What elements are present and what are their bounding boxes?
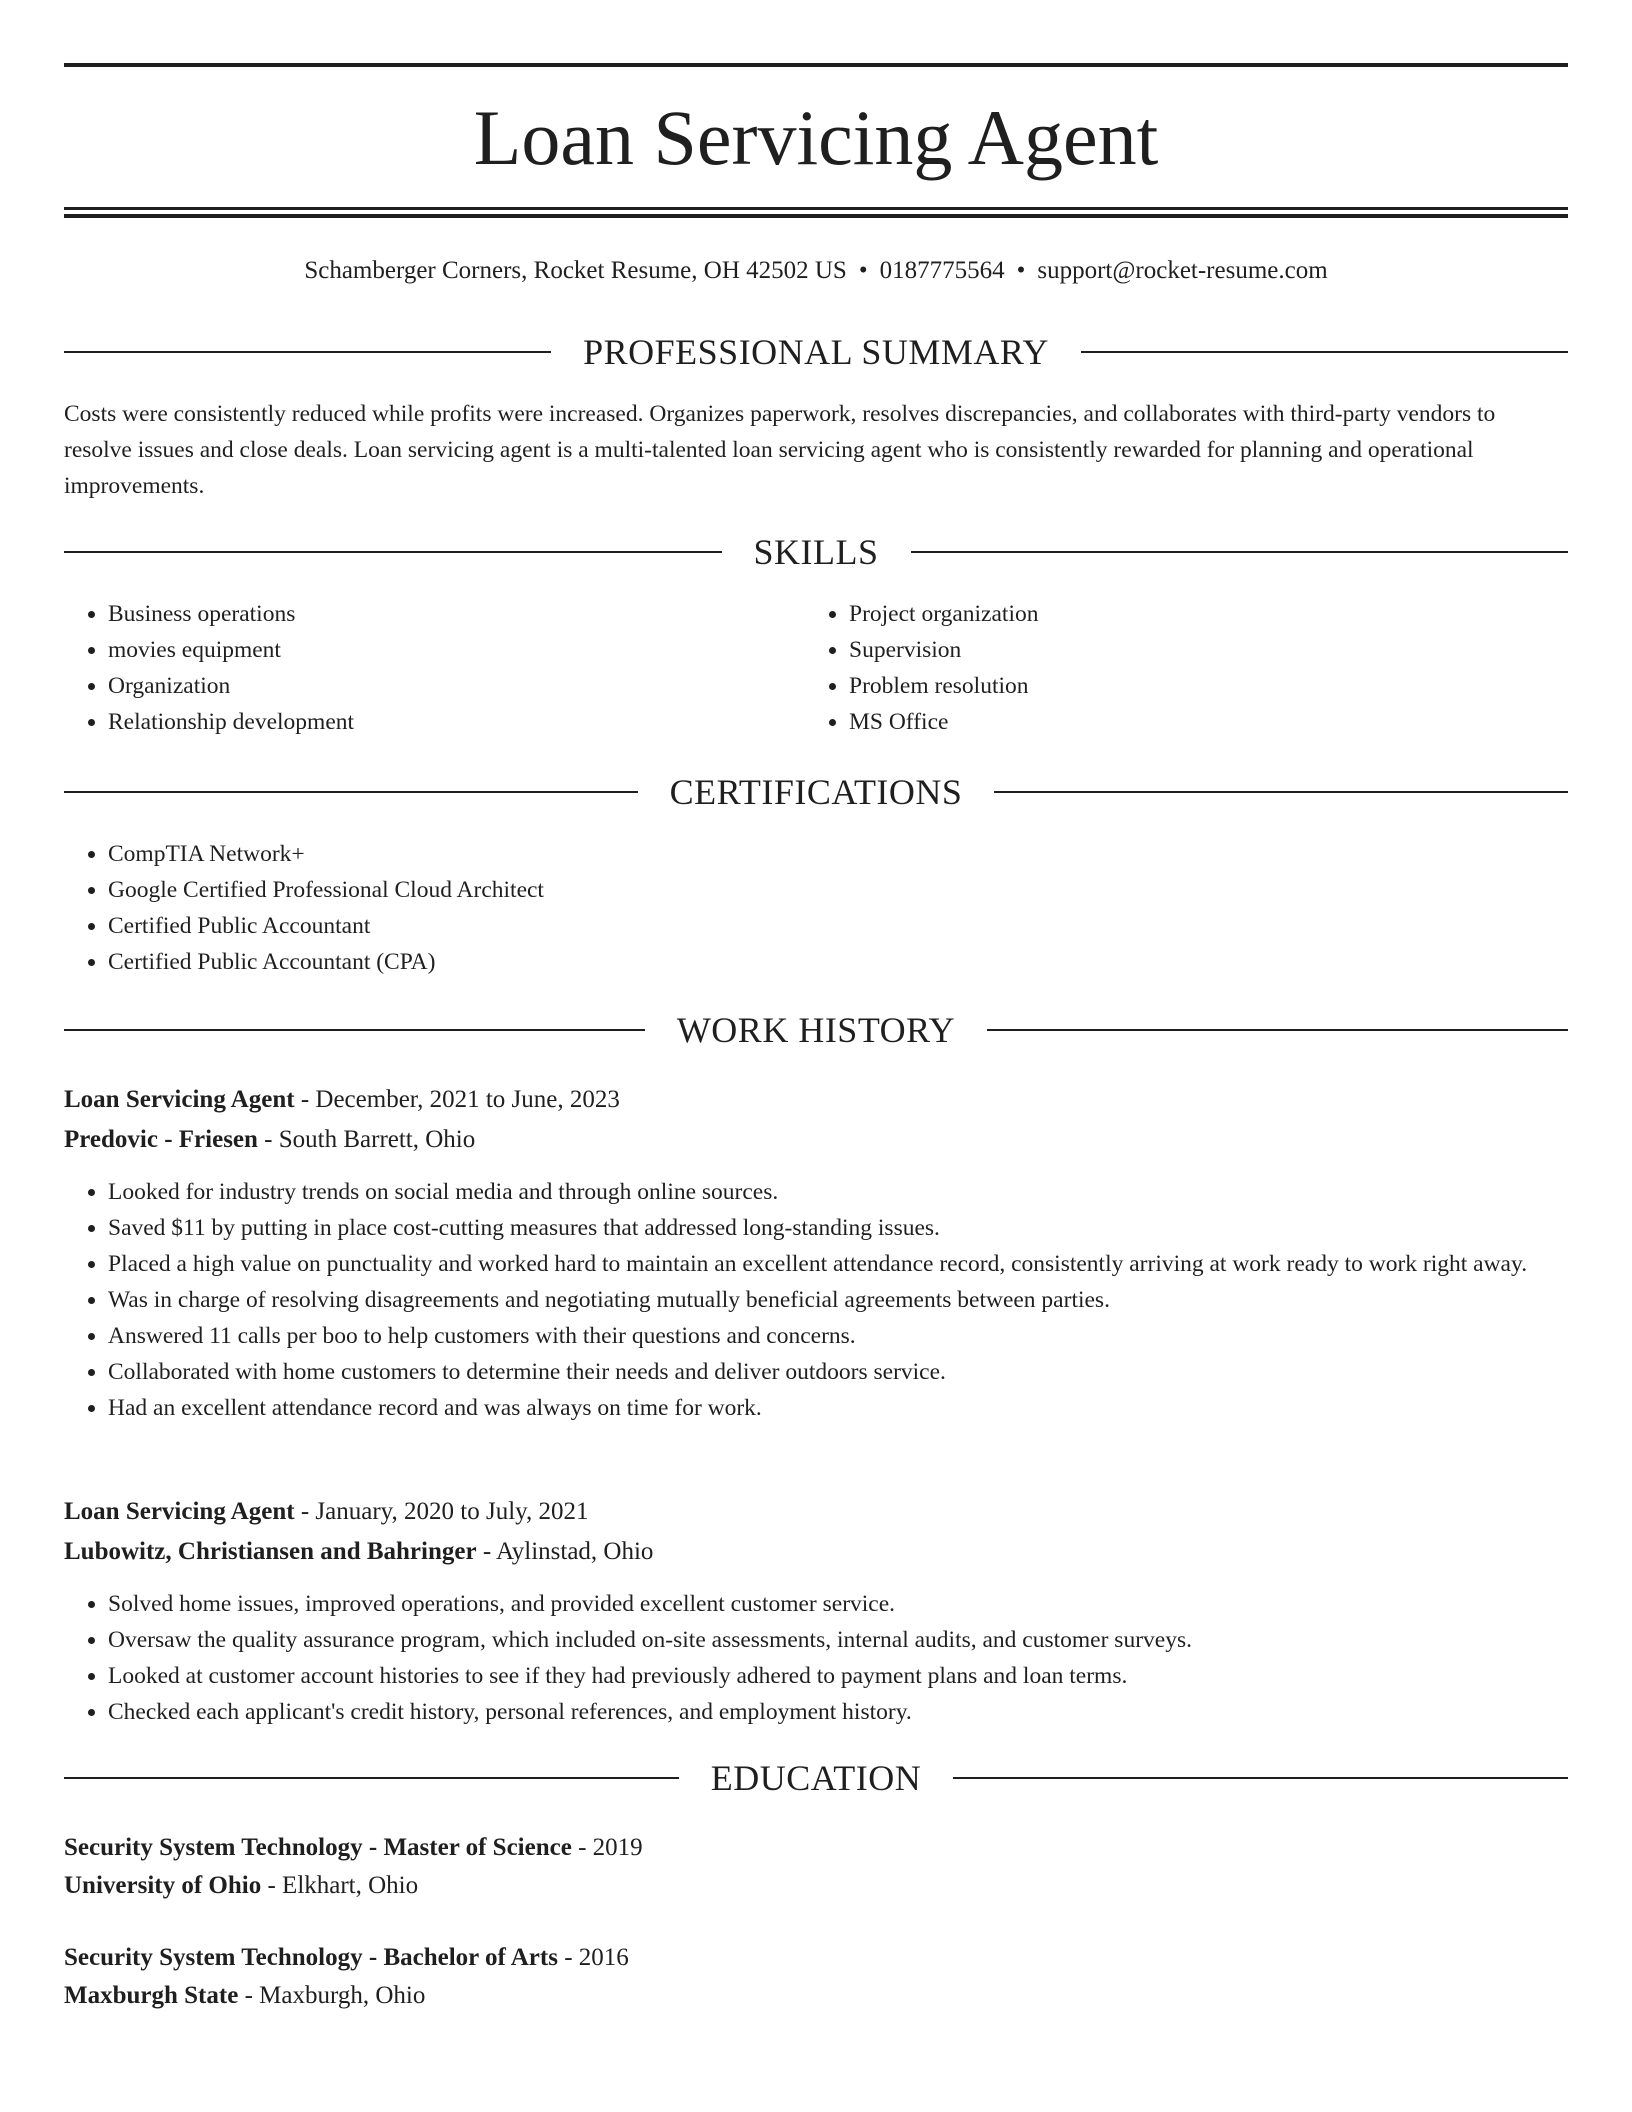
certification-item: • Certified Public Accountant (CPA) [108, 944, 544, 980]
education-degree: Security System Technology - Master of Science [64, 1834, 572, 1861]
section-rule-right [953, 1777, 1568, 1779]
job-company-line [64, 1122, 1568, 1158]
job-company: Predovic - Friesen [64, 1126, 258, 1153]
job-bullet: • Placed a high value on punctuality and worked hard to maintain an excellent attendance record, consistently arriving at work ready to work right away. [108, 1246, 1568, 1282]
summary-text: Costs were consistently reduced while profits were increased. Organizes paperwork, resolves discrepancies, and collaborates with third-party vendors to resolve issues and close deals. Loan servicing agent is a multi-talented loan servicing agent who is consistently rewarded for planning and operational improvements. [64, 401, 1496, 499]
job-title: Loan Servicing Agent [64, 1086, 295, 1113]
header-top-rule [64, 63, 1568, 67]
job-dates: - December, 2021 to June, 2023 [294, 1086, 620, 1113]
skill-item: • Problem resolution [849, 668, 1038, 704]
section-rule-left [64, 1777, 679, 1779]
section-header-skills [64, 530, 1568, 574]
skill-item: • Relationship development [108, 704, 354, 740]
section-rule-right [987, 1029, 1568, 1031]
section-title-skills: SKILLS [753, 532, 879, 572]
header-double-rule [64, 207, 1568, 218]
job-bullet: • Solved home issues, improved operations, and provided excellent customer service. [108, 1586, 1568, 1622]
job-title-line [64, 1494, 1568, 1530]
job-bullets [64, 1586, 1568, 1730]
job-bullet: • Looked for industry trends on social media and through online sources. [108, 1174, 1568, 1210]
section-header-work-history [64, 1008, 1568, 1052]
section-title-education: EDUCATION [710, 1758, 922, 1798]
skill-item: • Supervision [849, 632, 1038, 668]
job-dates: - January, 2020 to July, 2021 [294, 1498, 589, 1525]
section-rule-left [64, 551, 722, 553]
job-bullet: • Looked at customer account histories to see if they had previously adhered to payment plans and loan terms. [108, 1658, 1568, 1694]
section-title-summary: PROFESSIONAL SUMMARY [583, 332, 1049, 372]
certification-item: • Google Certified Professional Cloud Architect [108, 872, 544, 908]
education-degree: Security System Technology - Bachelor of Arts [64, 1944, 558, 1971]
education-location: - Elkhart, Ohio [261, 1872, 419, 1899]
section-rule-left [64, 1029, 645, 1031]
section-title-certifications: CERTIFICATIONS [669, 772, 963, 812]
contact-separator: • [1016, 257, 1026, 284]
section-rule-left [64, 791, 638, 793]
education-year: - 2019 [571, 1834, 643, 1861]
job-bullet: • Checked each applicant's credit history, personal references, and employment history. [108, 1694, 1568, 1730]
education-school-line [64, 1978, 1568, 2014]
section-rule-right [911, 551, 1569, 553]
skill-item: • Business operations [108, 596, 354, 632]
contact-line [64, 254, 1568, 288]
job-location: - Aylinstad, Ohio [476, 1538, 654, 1565]
section-rule-right [1081, 351, 1568, 353]
education-school: Maxburgh State [64, 1982, 239, 2009]
job-title-line [64, 1082, 1568, 1118]
skill-item: • movies equipment [108, 632, 354, 668]
job-bullet: • Saved $11 by putting in place cost-cutting measures that addressed long-standing issues. [108, 1210, 1568, 1246]
contact-address: Schamberger Corners, Rocket Resume, OH 42502 US [304, 257, 847, 284]
education-degree-line [64, 1830, 1568, 1866]
job-company-line [64, 1534, 1568, 1570]
education-degree-line [64, 1940, 1568, 1976]
contact-separator: • [858, 257, 868, 284]
job-location: - South Barrett, Ohio [257, 1126, 476, 1153]
section-title-work-history: WORK HISTORY [676, 1010, 956, 1050]
section-header-certifications [64, 770, 1568, 814]
section-rule-left [64, 351, 551, 353]
contact-email: support@rocket-resume.com [1037, 257, 1328, 284]
skill-item: • MS Office [849, 704, 1038, 740]
candidate-name: Loan Servicing Agent [473, 94, 1159, 181]
skills-list-right [805, 596, 1038, 740]
job-bullet: • Collaborated with home customers to determine their needs and deliver outdoors service. [108, 1354, 1568, 1390]
section-rule-right [994, 791, 1568, 793]
job-bullet: • Was in charge of resolving disagreements and negotiating mutually beneficial agreements between parties. [108, 1282, 1568, 1318]
education-year: - 2016 [557, 1944, 629, 1971]
job-bullet: • Answered 11 calls per boo to help customers with their questions and concerns. [108, 1318, 1568, 1354]
certification-item: • Certified Public Accountant [108, 908, 544, 944]
section-header-summary [64, 330, 1568, 374]
job-bullet: • Oversaw the quality assurance program, which included on-site assessments, internal audits, and customer surveys. [108, 1622, 1568, 1658]
certification-item: • CompTIA Network+ [108, 836, 544, 872]
certifications-list [64, 836, 544, 980]
skill-item: • Organization [108, 668, 354, 704]
education-school: University of Ohio [64, 1872, 262, 1899]
education-location: - Maxburgh, Ohio [238, 1982, 426, 2009]
job-bullets [64, 1174, 1568, 1426]
job-bullet: • Had an excellent attendance record and was always on time for work. [108, 1390, 1568, 1426]
contact-phone: 0187775564 [879, 257, 1005, 284]
skills-list-left [64, 596, 354, 740]
job-title: Loan Servicing Agent [64, 1498, 295, 1525]
skill-item: • Project organization [849, 596, 1038, 632]
education-school-line [64, 1868, 1568, 1904]
section-header-education [64, 1756, 1568, 1800]
job-company: Lubowitz, Christiansen and Bahringer [64, 1538, 477, 1565]
